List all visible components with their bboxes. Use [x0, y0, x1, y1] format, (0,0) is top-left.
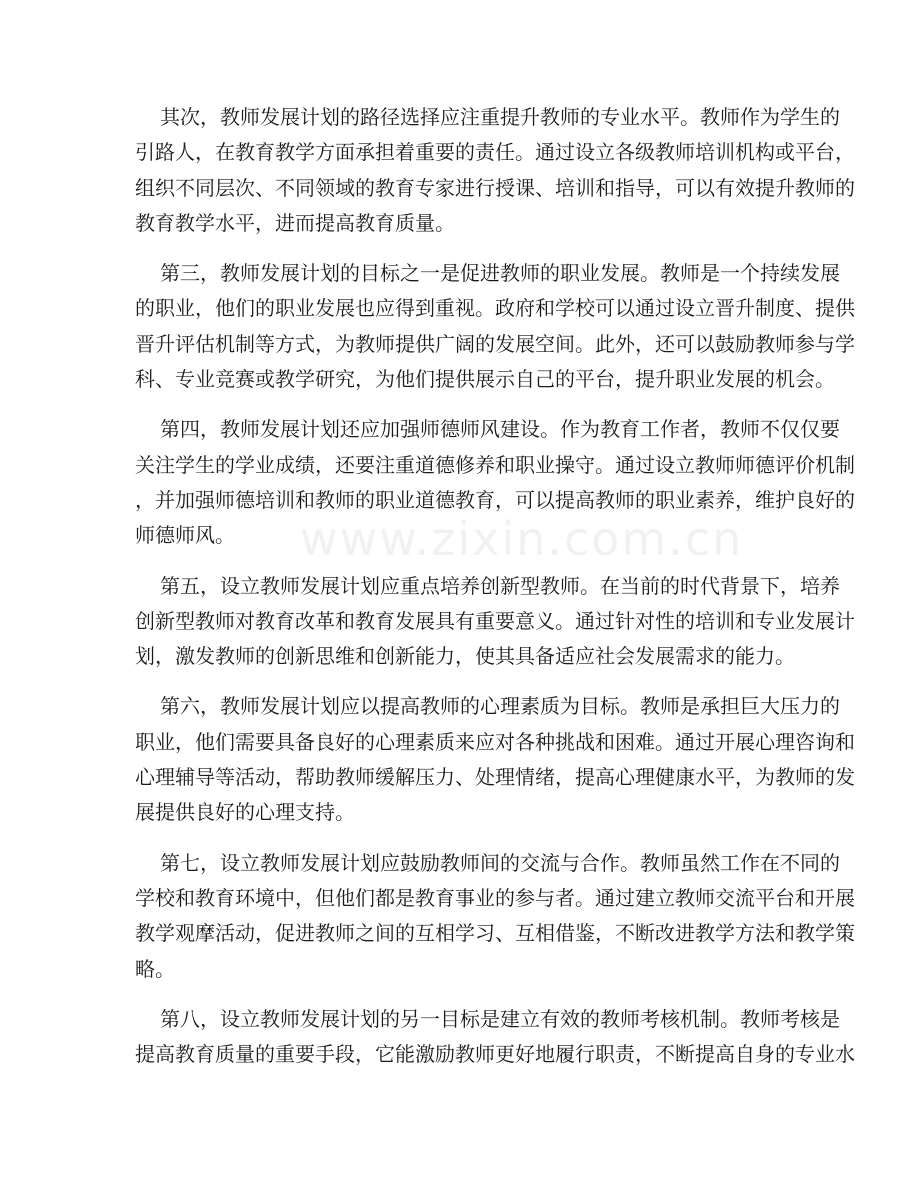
document-body: [135, 100, 855, 1087]
text-line: 第八，设立教师发展计划的另一目标是建立有效的教师考核机制。教师考核是: [160, 1006, 840, 1031]
paragraph: [135, 100, 855, 241]
text-line: 第六，教师发展计划应以提高教师的心理素质为目标。教师是承担巨大压力的: [160, 694, 840, 719]
text-line: 提高教育质量的重要手段，它能激励教师更好地履行职责，不断提高自身的专业水: [135, 1042, 855, 1067]
text-line: 教育教学水平，进而提高教育质量。: [135, 210, 455, 235]
text-line: 其次，教师发展计划的路径选择应注重提升教师的专业水平。教师作为学生的: [160, 105, 840, 129]
text-line: 职业，他们需要具备良好的心理素质来应对各种挑战和困难。通过开展心理咨询和: [135, 729, 855, 754]
text-line: 关注学生的学业成绩，还要注重道德修养和职业操守。通过设立教师师德评价机制: [135, 452, 855, 477]
text-line: 第七，设立教师发展计划应鼓励教师间的交流与合作。教师虽然工作在不同的: [160, 850, 840, 875]
paragraph: [135, 256, 855, 397]
text-line: 略。: [135, 956, 175, 981]
text-line: 引路人，在教育教学方面承担着重要的责任。通过设立各级教师培训机构或平台，: [135, 140, 855, 165]
text-line: 学校和教育环境中，但他们都是教育事业的参与者。通过建立教师交流平台和开展: [135, 885, 855, 910]
text-line: 教学观摩活动，促进教师之间的互相学习、互相借鉴，不断改进教学方法和教学策: [135, 921, 855, 946]
paragraph: [135, 1002, 855, 1073]
paragraph: [135, 689, 855, 830]
text-line: 科、专业竞赛或教学研究，为他们提供展示自己的平台，提升职业发展的机会。: [135, 367, 835, 392]
text-line: ，并加强师德培训和教师的职业道德教育，可以提高教师的职业素养，维护良好的: [135, 487, 855, 512]
text-line: 师德师风。: [135, 523, 235, 548]
watermark: www.zixin.com.cn: [300, 512, 744, 566]
text-line: 组织不同层次、不同领域的教育专家进行授课、培训和指导，可以有效提升教师的: [135, 175, 855, 200]
text-line: 心理辅导等活动，帮助教师缓解压力、处理情绪，提高心理健康水平，为教师的发: [135, 765, 855, 790]
text-line: 第四，教师发展计划还应加强师德师风建设。作为教育工作者，教师不仅仅要: [160, 417, 840, 442]
paragraph: [135, 569, 855, 675]
text-line: 晋升评估机制等方式，为教师提供广阔的发展空间。此外，还可以鼓励教师参与学: [135, 331, 855, 356]
text-line: 第三，教师发展计划的目标之一是促进教师的职业发展。教师是一个持续发展: [160, 261, 840, 286]
text-line: 创新型教师对教育改革和教育发展具有重要意义。通过针对性的培训和专业发展计: [135, 608, 855, 633]
paragraph: [135, 846, 855, 987]
text-line: 划，激发教师的创新思维和创新能力，使其具备适应社会发展需求的能力。: [135, 644, 795, 669]
text-line: 展提供良好的心理支持。: [135, 800, 355, 825]
text-line: 的职业，他们的职业发展也应得到重视。政府和学校可以通过设立晋升制度、提供: [135, 296, 855, 321]
paragraph: [135, 412, 855, 553]
text-line: 第五，设立教师发展计划应重点培养创新型教师。在当前的时代背景下，培养: [160, 573, 840, 598]
